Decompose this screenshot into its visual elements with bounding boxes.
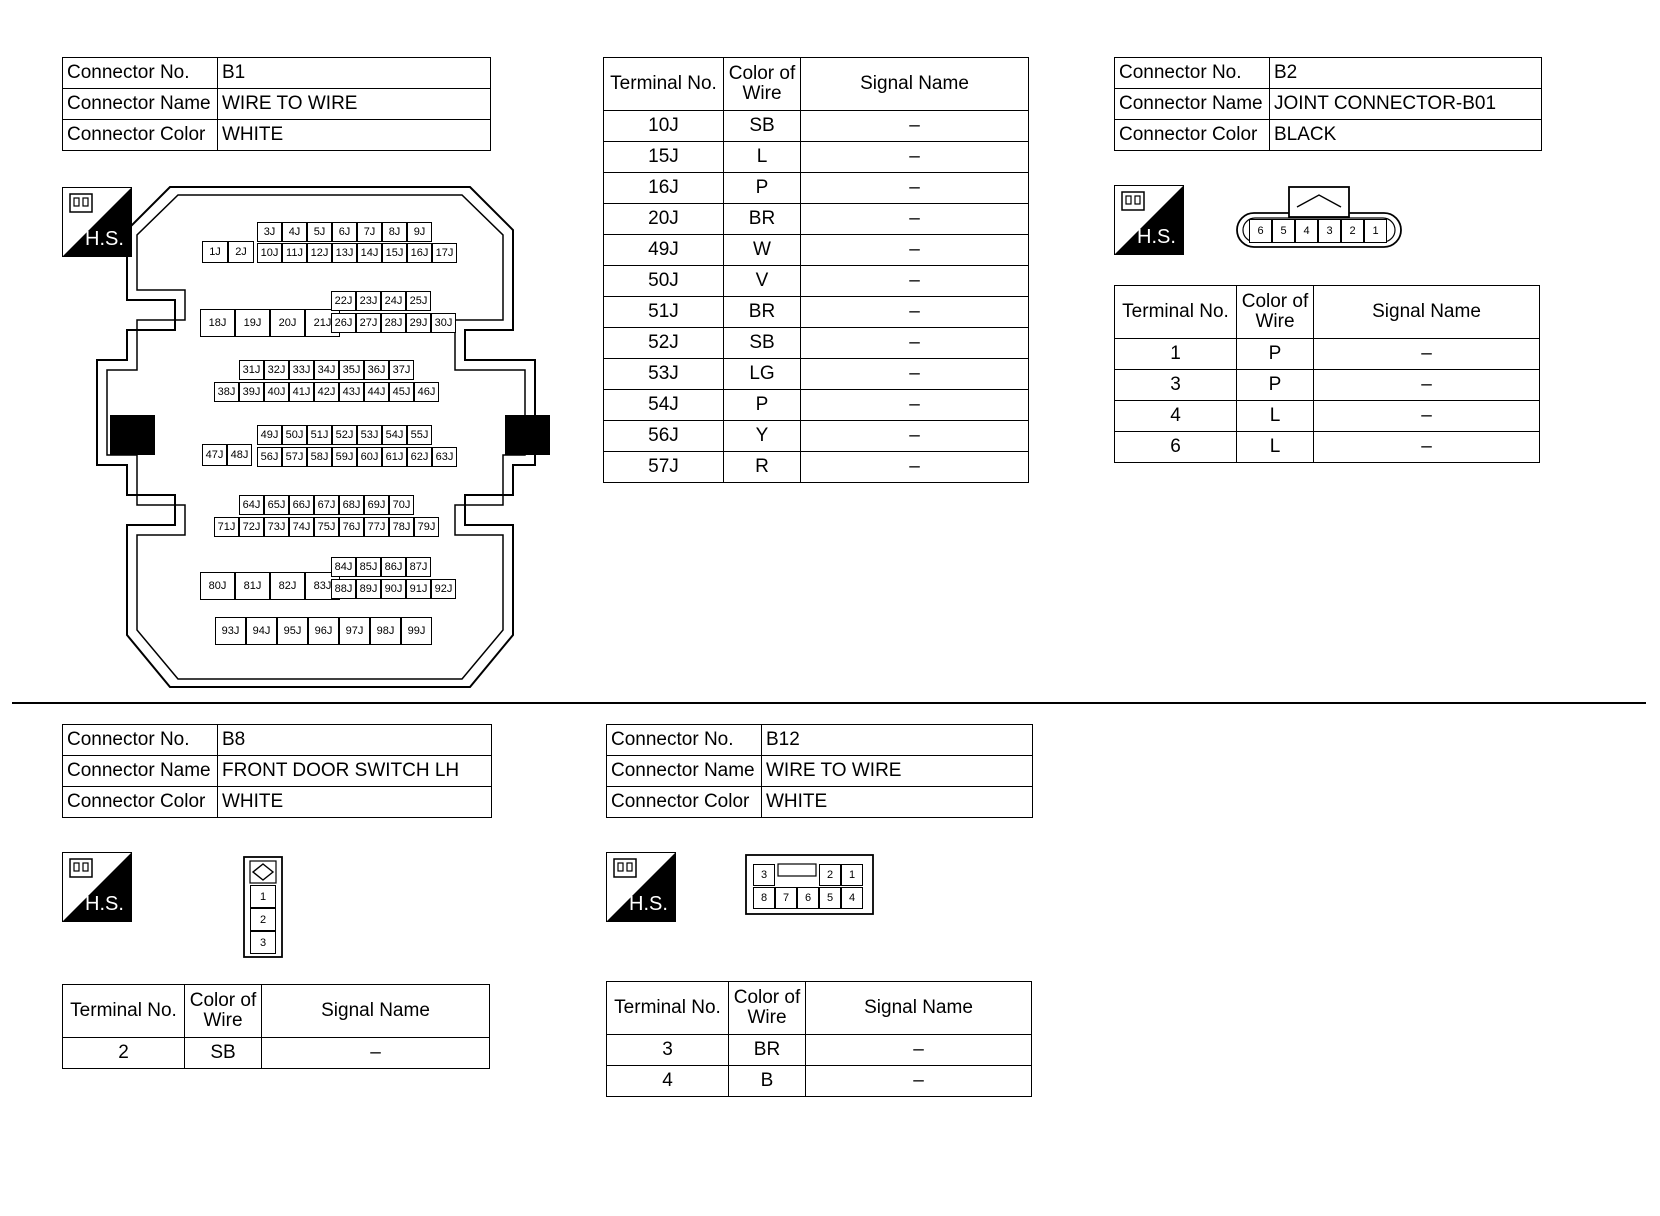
terminal-cell: 2 bbox=[63, 1038, 185, 1069]
terminal-cell: 54J bbox=[604, 390, 724, 421]
table-row bbox=[604, 204, 1029, 235]
terminal-pin: 49J bbox=[257, 425, 282, 445]
terminal-pin: 1 bbox=[1364, 219, 1387, 243]
table-row bbox=[604, 235, 1029, 266]
terminal-header: Terminal No. bbox=[607, 982, 729, 1035]
terminal-pin: 91J bbox=[406, 579, 431, 599]
terminal-pin: 59J bbox=[332, 447, 357, 467]
terminal-pin: 5 bbox=[819, 887, 841, 909]
terminal-pin: 58J bbox=[307, 447, 332, 467]
harness-side-icon bbox=[62, 852, 132, 922]
signal-cell: – bbox=[806, 1066, 1032, 1097]
wire-color-cell: W bbox=[724, 235, 801, 266]
terminal-pin: 96J bbox=[308, 617, 339, 645]
terminal-pin: 45J bbox=[389, 382, 414, 402]
hs-label: H.S. bbox=[629, 893, 668, 915]
info-row bbox=[607, 756, 1033, 787]
table-row bbox=[604, 359, 1029, 390]
terminal-pin: 74J bbox=[289, 517, 314, 537]
info-row bbox=[63, 120, 491, 151]
signal-cell: – bbox=[801, 142, 1029, 173]
terminal-pin: 60J bbox=[357, 447, 382, 467]
terminal-cell: 50J bbox=[604, 266, 724, 297]
terminal-pin: 87J bbox=[406, 557, 431, 577]
color-header: Color of Wire bbox=[724, 58, 801, 111]
signal-cell: – bbox=[801, 266, 1029, 297]
info-label: Connector Color bbox=[1115, 120, 1270, 151]
terminal-pin: 8 bbox=[753, 887, 775, 909]
signal-cell: – bbox=[1314, 401, 1540, 432]
terminal-pin: 85J bbox=[356, 557, 381, 577]
terminal-pin: 68J bbox=[339, 495, 364, 515]
harness-side-icon bbox=[606, 852, 676, 922]
terminal-pin: 72J bbox=[239, 517, 264, 537]
wire-color-cell: L bbox=[1237, 432, 1314, 463]
wire-color-cell: P bbox=[1237, 339, 1314, 370]
terminal-pin: 12J bbox=[307, 243, 332, 263]
terminal-pin: 31J bbox=[239, 360, 264, 380]
terminal-pin: 71J bbox=[214, 517, 239, 537]
wire-color-cell: SB bbox=[724, 328, 801, 359]
terminal-pin: 90J bbox=[381, 579, 406, 599]
terminal-pin: 22J bbox=[331, 291, 356, 311]
table-row bbox=[604, 452, 1029, 483]
terminal-pin: 37J bbox=[389, 360, 414, 380]
terminal-pin: 97J bbox=[339, 617, 370, 645]
hs-label: H.S. bbox=[85, 893, 124, 915]
info-value: WHITE bbox=[762, 787, 1033, 818]
table-row bbox=[1115, 401, 1540, 432]
wire-color-cell: R bbox=[724, 452, 801, 483]
terminal-header: Terminal No. bbox=[63, 985, 185, 1038]
terminal-pin: 6J bbox=[332, 222, 357, 242]
info-row bbox=[63, 756, 492, 787]
info-value: B1 bbox=[218, 58, 491, 89]
info-value: WHITE bbox=[218, 120, 491, 151]
terminal-cell: 56J bbox=[604, 421, 724, 452]
info-row bbox=[63, 58, 491, 89]
table-row bbox=[604, 421, 1029, 452]
signal-header: Signal Name bbox=[1314, 286, 1540, 339]
terminal-pin: 23J bbox=[356, 291, 381, 311]
terminal-pin: 38J bbox=[214, 382, 239, 402]
info-row bbox=[1115, 89, 1542, 120]
terminal-pin: 30J bbox=[431, 313, 456, 333]
terminal-pin: 5 bbox=[1272, 219, 1295, 243]
wire-color-cell: SB bbox=[724, 111, 801, 142]
terminal-pin: 44J bbox=[364, 382, 389, 402]
signal-cell: – bbox=[801, 111, 1029, 142]
info-row bbox=[63, 725, 492, 756]
signal-cell: – bbox=[1314, 339, 1540, 370]
info-label: Connector Name bbox=[607, 756, 762, 787]
terminal-pin: 43J bbox=[339, 382, 364, 402]
info-value: WIRE TO WIRE bbox=[218, 89, 491, 120]
terminal-pin: 10J bbox=[257, 243, 282, 263]
table-row bbox=[1115, 432, 1540, 463]
terminal-pin: 27J bbox=[356, 313, 381, 333]
wire-color-cell: LG bbox=[724, 359, 801, 390]
terminal-pin: 11J bbox=[282, 243, 307, 263]
info-value: WIRE TO WIRE bbox=[762, 756, 1033, 787]
info-row bbox=[607, 725, 1033, 756]
terminal-pin: 2J bbox=[228, 241, 254, 263]
terminal-pin: 18J bbox=[200, 309, 235, 337]
wire-color-cell: L bbox=[724, 142, 801, 173]
terminal-pin: 6 bbox=[1249, 219, 1272, 243]
terminal-pin: 16J bbox=[407, 243, 432, 263]
terminal-cell: 3 bbox=[1115, 370, 1237, 401]
terminal-pin: 75J bbox=[314, 517, 339, 537]
color-header: Color of Wire bbox=[185, 985, 262, 1038]
table-row bbox=[604, 142, 1029, 173]
terminal-pin: 51J bbox=[307, 425, 332, 445]
terminal-pin: 1 bbox=[250, 885, 276, 908]
terminal-pin: 3 bbox=[250, 931, 276, 954]
terminal-pin: 4 bbox=[1295, 219, 1318, 243]
terminal-pin: 76J bbox=[339, 517, 364, 537]
table-row bbox=[1115, 370, 1540, 401]
terminal-pin: 39J bbox=[239, 382, 264, 402]
signal-cell: – bbox=[801, 204, 1029, 235]
terminal-pin: 5J bbox=[307, 222, 332, 242]
terminal-pin: 24J bbox=[381, 291, 406, 311]
signal-cell: – bbox=[1314, 432, 1540, 463]
wire-color-cell: P bbox=[724, 173, 801, 204]
terminal-pin: 54J bbox=[382, 425, 407, 445]
info-label: Connector No. bbox=[1115, 58, 1270, 89]
terminal-pin: 78J bbox=[389, 517, 414, 537]
terminal-cell: 51J bbox=[604, 297, 724, 328]
info-row bbox=[63, 787, 492, 818]
terminal-pin: 86J bbox=[381, 557, 406, 577]
signal-cell: – bbox=[801, 390, 1029, 421]
b2-terminal-table bbox=[1114, 285, 1540, 463]
info-row bbox=[607, 787, 1033, 818]
b1-info-table bbox=[62, 57, 491, 151]
wire-color-cell: P bbox=[724, 390, 801, 421]
info-value: B2 bbox=[1270, 58, 1542, 89]
terminal-cell: 57J bbox=[604, 452, 724, 483]
terminal-header: Terminal No. bbox=[1115, 286, 1237, 339]
info-row bbox=[63, 89, 491, 120]
terminal-pin: 81J bbox=[235, 572, 270, 600]
info-value: BLACK bbox=[1270, 120, 1542, 151]
terminal-pin: 92J bbox=[431, 579, 456, 599]
terminal-header: Terminal No. bbox=[604, 58, 724, 111]
terminal-pin: 57J bbox=[282, 447, 307, 467]
terminal-cell: 20J bbox=[604, 204, 724, 235]
wire-color-cell: BR bbox=[729, 1035, 806, 1066]
terminal-pin: 65J bbox=[264, 495, 289, 515]
terminal-pin: 9J bbox=[407, 222, 432, 242]
wire-color-cell: V bbox=[724, 266, 801, 297]
terminal-pin: 1J bbox=[202, 241, 228, 263]
b2-info-table bbox=[1114, 57, 1542, 151]
terminal-pin: 83J bbox=[305, 572, 340, 600]
terminal-pin: 26J bbox=[331, 313, 356, 333]
terminal-pin: 41J bbox=[289, 382, 314, 402]
wire-color-cell: SB bbox=[185, 1038, 262, 1069]
terminal-pin: 7J bbox=[357, 222, 382, 242]
terminal-pin: 88J bbox=[331, 579, 356, 599]
signal-header: Signal Name bbox=[262, 985, 490, 1038]
info-label: Connector Color bbox=[63, 120, 218, 151]
terminal-cell: 52J bbox=[604, 328, 724, 359]
terminal-pin: 69J bbox=[364, 495, 389, 515]
terminal-pin: 2 bbox=[1341, 219, 1364, 243]
table-row bbox=[607, 1035, 1032, 1066]
signal-header: Signal Name bbox=[801, 58, 1029, 111]
terminal-pin: 8J bbox=[382, 222, 407, 242]
terminal-pin: 64J bbox=[239, 495, 264, 515]
terminal-pin: 28J bbox=[381, 313, 406, 333]
terminal-pin: 34J bbox=[314, 360, 339, 380]
terminal-pin: 1 bbox=[841, 864, 863, 886]
terminal-pin: 3J bbox=[257, 222, 282, 242]
terminal-pin: 4J bbox=[282, 222, 307, 242]
terminal-pin: 20J bbox=[270, 309, 305, 337]
terminal-cell: 15J bbox=[604, 142, 724, 173]
terminal-pin: 99J bbox=[401, 617, 432, 645]
terminal-pin: 56J bbox=[257, 447, 282, 467]
table-row bbox=[604, 173, 1029, 204]
signal-cell: – bbox=[801, 452, 1029, 483]
terminal-pin: 47J bbox=[202, 444, 227, 466]
terminal-pin: 89J bbox=[356, 579, 381, 599]
terminal-pin: 53J bbox=[357, 425, 382, 445]
terminal-pin: 15J bbox=[382, 243, 407, 263]
terminal-pin: 21J bbox=[305, 309, 340, 337]
terminal-cell: 6 bbox=[1115, 432, 1237, 463]
terminal-cell: 53J bbox=[604, 359, 724, 390]
terminal-pin: 84J bbox=[331, 557, 356, 577]
terminal-pin: 94J bbox=[246, 617, 277, 645]
hs-label: H.S. bbox=[1137, 226, 1176, 248]
terminal-pin: 73J bbox=[264, 517, 289, 537]
terminal-pin: 2 bbox=[250, 908, 276, 931]
table-row bbox=[63, 1038, 490, 1069]
section-divider bbox=[12, 702, 1646, 704]
terminal-pin: 7 bbox=[775, 887, 797, 909]
terminal-pin: 4 bbox=[841, 887, 863, 909]
signal-cell: – bbox=[801, 235, 1029, 266]
terminal-cell: 10J bbox=[604, 111, 724, 142]
signal-header: Signal Name bbox=[806, 982, 1032, 1035]
terminal-pin: 95J bbox=[277, 617, 308, 645]
terminal-pin: 55J bbox=[407, 425, 432, 445]
terminal-pin: 25J bbox=[406, 291, 431, 311]
info-value: B8 bbox=[218, 725, 492, 756]
terminal-pin: 17J bbox=[432, 243, 457, 263]
terminal-pin: 50J bbox=[282, 425, 307, 445]
info-label: Connector No. bbox=[607, 725, 762, 756]
terminal-pin: 48J bbox=[227, 444, 252, 466]
table-row bbox=[604, 390, 1029, 421]
terminal-pin: 40J bbox=[264, 382, 289, 402]
signal-cell: – bbox=[801, 421, 1029, 452]
b12-terminal-table bbox=[606, 981, 1032, 1097]
terminal-pin: 2 bbox=[819, 864, 841, 886]
info-label: Connector No. bbox=[63, 725, 218, 756]
info-label: Connector Color bbox=[63, 787, 218, 818]
terminal-cell: 3 bbox=[607, 1035, 729, 1066]
terminal-pin: 66J bbox=[289, 495, 314, 515]
signal-cell: – bbox=[801, 173, 1029, 204]
terminal-pin: 82J bbox=[270, 572, 305, 600]
terminal-pin: 19J bbox=[235, 309, 270, 337]
signal-cell: – bbox=[801, 328, 1029, 359]
wire-color-cell: P bbox=[1237, 370, 1314, 401]
terminal-pin: 3 bbox=[753, 864, 775, 886]
terminal-cell: 49J bbox=[604, 235, 724, 266]
info-value: JOINT CONNECTOR-B01 bbox=[1270, 89, 1542, 120]
terminal-pin: 52J bbox=[332, 425, 357, 445]
terminal-pin: 93J bbox=[215, 617, 246, 645]
info-row bbox=[1115, 58, 1542, 89]
terminal-pin: 13J bbox=[332, 243, 357, 263]
signal-cell: – bbox=[806, 1035, 1032, 1066]
terminal-pin: 46J bbox=[414, 382, 439, 402]
info-label: Connector Color bbox=[607, 787, 762, 818]
table-row bbox=[604, 266, 1029, 297]
info-value: B12 bbox=[762, 725, 1033, 756]
harness-side-icon bbox=[1114, 185, 1184, 255]
signal-cell: – bbox=[801, 297, 1029, 328]
info-label: Connector Name bbox=[63, 756, 218, 787]
wire-color-cell: B bbox=[729, 1066, 806, 1097]
color-header: Color of Wire bbox=[1237, 286, 1314, 339]
signal-cell: – bbox=[801, 359, 1029, 390]
terminal-pin: 61J bbox=[382, 447, 407, 467]
wire-color-cell: L bbox=[1237, 401, 1314, 432]
table-row bbox=[604, 111, 1029, 142]
wire-color-cell: Y bbox=[724, 421, 801, 452]
b12-info-table bbox=[606, 724, 1033, 818]
wire-color-cell: BR bbox=[724, 297, 801, 328]
terminal-cell: 1 bbox=[1115, 339, 1237, 370]
terminal-pin: 33J bbox=[289, 360, 314, 380]
table-row bbox=[604, 328, 1029, 359]
terminal-pin: 35J bbox=[339, 360, 364, 380]
wire-color-cell: BR bbox=[724, 204, 801, 235]
b8-terminal-table bbox=[62, 984, 490, 1069]
b8-info-table bbox=[62, 724, 492, 818]
terminal-pin: 42J bbox=[314, 382, 339, 402]
signal-cell: – bbox=[1314, 370, 1540, 401]
terminal-pin: 6 bbox=[797, 887, 819, 909]
terminal-pin: 29J bbox=[406, 313, 431, 333]
terminal-pin: 80J bbox=[200, 572, 235, 600]
terminal-pin: 3 bbox=[1318, 219, 1341, 243]
info-label: Connector No. bbox=[63, 58, 218, 89]
info-label: Connector Name bbox=[63, 89, 218, 120]
info-row bbox=[1115, 120, 1542, 151]
terminal-pin: 36J bbox=[364, 360, 389, 380]
table-row bbox=[1115, 339, 1540, 370]
terminal-pin: 98J bbox=[370, 617, 401, 645]
terminal-pin: 79J bbox=[414, 517, 439, 537]
info-value: FRONT DOOR SWITCH LH bbox=[218, 756, 492, 787]
signal-cell: – bbox=[262, 1038, 490, 1069]
terminal-pin: 77J bbox=[364, 517, 389, 537]
info-value: WHITE bbox=[218, 787, 492, 818]
info-label: Connector Name bbox=[1115, 89, 1270, 120]
terminal-pin: 67J bbox=[314, 495, 339, 515]
terminal-pin: 32J bbox=[264, 360, 289, 380]
table-row bbox=[607, 1066, 1032, 1097]
terminal-pin: 63J bbox=[432, 447, 457, 467]
hs-label: H.S. bbox=[85, 228, 124, 250]
terminal-cell: 16J bbox=[604, 173, 724, 204]
table-row bbox=[604, 297, 1029, 328]
terminal-pin: 70J bbox=[389, 495, 414, 515]
color-header: Color of Wire bbox=[729, 982, 806, 1035]
terminal-cell: 4 bbox=[607, 1066, 729, 1097]
terminal-pin: 62J bbox=[407, 447, 432, 467]
b1-terminal-table bbox=[603, 57, 1029, 483]
terminal-cell: 4 bbox=[1115, 401, 1237, 432]
terminal-pin: 14J bbox=[357, 243, 382, 263]
